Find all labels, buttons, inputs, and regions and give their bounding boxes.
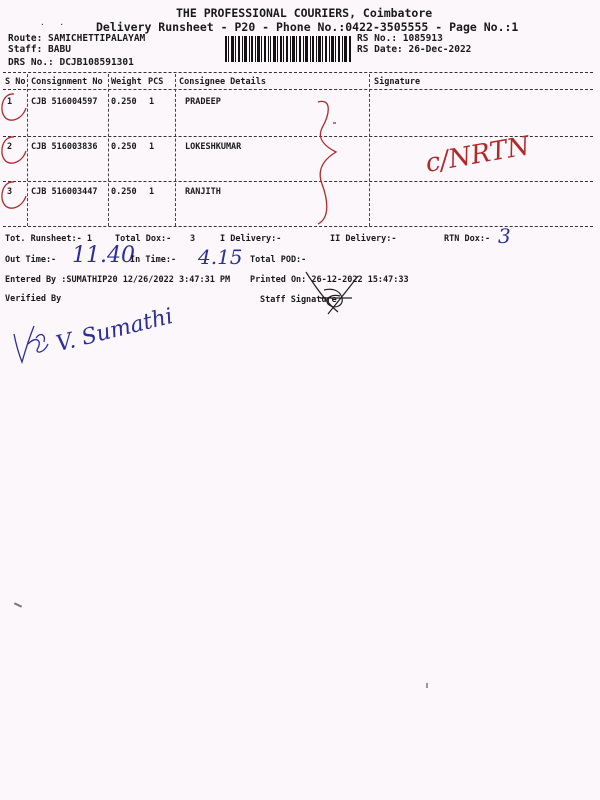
tot-runsheet: Tot. Runsheet:- 1	[5, 234, 92, 244]
row-2-consignment: CJB 516003836	[31, 142, 98, 152]
row-3-pcs: 1	[149, 187, 155, 197]
total-dox-label: Total Dox:-	[115, 234, 172, 244]
row-3-circle-mark	[2, 182, 26, 208]
return-brace-mark	[318, 101, 336, 224]
page-marker-dots: · ·	[40, 20, 65, 29]
row-1-circle-mark	[2, 94, 26, 120]
staff-signature-scribble	[302, 268, 362, 318]
row-2-weight: 0.250	[111, 142, 137, 152]
runsheet-title: Delivery Runsheet - P20 - Phone No.:0422-3505555 - Page No.:1	[96, 20, 519, 34]
verified-by-label: Verified By	[5, 294, 62, 304]
col-header-signature: Signature	[374, 77, 421, 87]
scan-speck	[14, 602, 22, 607]
i-delivery-label: I Delivery:-	[220, 234, 282, 244]
in-time-label: In Time:-	[130, 255, 177, 265]
barcode-image	[225, 36, 353, 62]
rs-date: RS Date: 26-Dec-2022	[357, 44, 472, 55]
rtn-note-handwritten: c/NRTN	[423, 131, 533, 179]
total-pod-label: Total POD:-	[250, 255, 307, 265]
row-1-consignment: CJB 516004597	[31, 97, 98, 107]
col-header-pcs: PCS	[148, 77, 164, 87]
in-time-handwritten: 4.15	[198, 245, 243, 269]
row-2-consignee: LOKESHKUMAR	[185, 142, 242, 152]
printed-on: Printed On: 26-12-2022 15:47:33	[250, 275, 409, 285]
row-3-consignment: CJB 516003447	[31, 187, 98, 197]
scan-speck	[426, 683, 428, 688]
out-time-handwritten: 11.40	[72, 243, 135, 268]
route-label: Route: SAMICHETTIPALAYAM	[8, 33, 146, 44]
row-1-consignee: PRADEEP	[185, 97, 221, 107]
rtn-dox-handwritten: 3	[498, 224, 511, 248]
col-header-sno: S No	[5, 77, 26, 87]
total-dox-value: 3	[190, 234, 196, 244]
ii-delivery-label: II Delivery:-	[330, 234, 397, 244]
out-time-label: Out Time:-	[5, 255, 57, 265]
row-3-sno: 3	[7, 187, 13, 197]
row-1-pcs: 1	[149, 97, 155, 107]
company-name: THE PROFESSIONAL COURIERS, Coimbatore	[176, 6, 433, 20]
staff-label: Staff: BABU	[8, 44, 71, 55]
col-header-weight: Weight	[111, 77, 142, 87]
row-2-sno: 2	[7, 142, 13, 152]
rs-number: RS No.: 1085913	[357, 33, 443, 44]
row-3-weight: 0.250	[111, 187, 137, 197]
row-2-pcs: 1	[149, 142, 155, 152]
row-1-weight: 0.250	[111, 97, 137, 107]
verified-by-signature-mark	[8, 318, 58, 368]
staff-signature-label: Staff Signature	[260, 295, 337, 305]
row-1-sno: 1	[7, 97, 13, 107]
drs-number: DRS No.: DCJB108591301	[8, 57, 134, 68]
row-2-circle-mark	[2, 137, 26, 163]
table-top-rule	[3, 72, 593, 73]
rtn-dox-label: RTN Dox:-	[444, 234, 491, 244]
col-header-consignment: Consignment No	[31, 77, 103, 87]
verified-by-handwritten-name: V. Sumathi	[53, 303, 176, 358]
col-header-consignee: Consignee Details	[179, 77, 266, 87]
entered-by: Entered By :SUMATHIP20 12/26/2022 3:47:31 PM	[5, 275, 231, 285]
row-3-consignee: RANJITH	[185, 187, 221, 197]
